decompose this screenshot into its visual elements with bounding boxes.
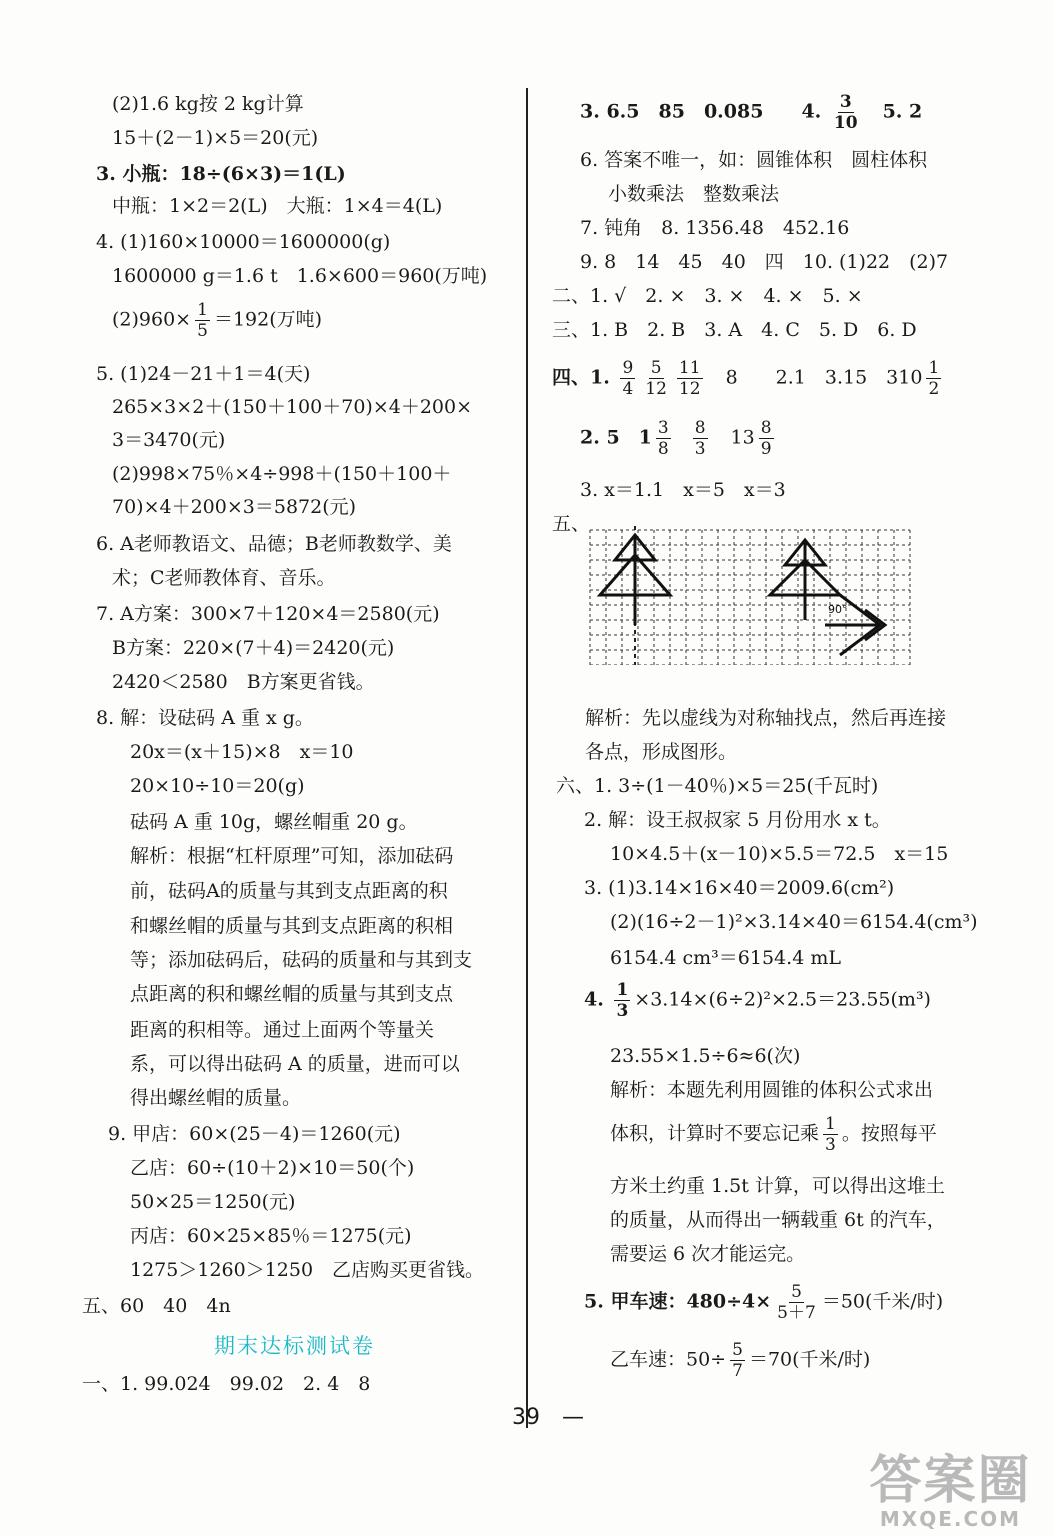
- right-text-line: 解析：先以虚线为对称轴找点，然后再连接: [585, 707, 947, 729]
- svg-text:90°: 90°: [828, 603, 848, 616]
- left-text-line: 15＋(2－1)×5＝20(元): [112, 127, 319, 149]
- right-text-line: 二、1. √ 2. × 3. × 4. × 5. ×: [552, 285, 863, 307]
- text: ＝192(万吨): [213, 308, 323, 331]
- left-text-line: 4. (1)160×10000＝1600000(g): [96, 231, 391, 253]
- left-text-line: 点距离的积和螺丝帽的质量与其到支点: [130, 983, 454, 1005]
- watermark-url: MXQE.COM: [879, 1507, 1022, 1531]
- left-text-line: 等；添加砝码后，砝码的质量和与其到支: [130, 949, 473, 971]
- section-five-label: 五、: [552, 513, 591, 535]
- section-title: 期末达标测试卷: [214, 1334, 375, 1358]
- right-text-line: 小数乘法 整数乘法: [608, 183, 780, 205]
- left-text-line: 6. A老师教语文、品德；B老师教数学、美: [96, 533, 452, 555]
- right-text-line: 三、1. B 2. B 3. A 4. C 5. D 6. D: [552, 319, 917, 341]
- left-text-line: 砝码 A 重 10g，螺丝帽重 20 g。: [130, 811, 418, 833]
- left-text-line: B方案：220×(7＋4)＝2420(元): [112, 637, 395, 659]
- left-text-line: 五、60 40 4n: [82, 1295, 231, 1317]
- answer-line: 4. $\frac{1}{3}$ ×3.14×(6÷2)²×2.5＝23.55(m³): [584, 980, 931, 1021]
- left-text-line: 9. 甲店：60×(25－4)＝1260(元): [108, 1123, 401, 1145]
- left-text-line: 系，可以得出砝码 A 的质量，进而可以: [130, 1053, 460, 1075]
- right-text-line: 2. 解：设王叔叔家 5 月份用水 x t。: [584, 809, 891, 831]
- text: (2)960×: [112, 308, 192, 331]
- answer-line: 2. 5 1 $\frac{3}{8}$ $\frac{8}{3}$ 13 $\frac{8}{9}$: [580, 418, 772, 459]
- fraction: $\frac{3}{10}$: [833, 92, 858, 133]
- left-text-line: 20x＝(x＋15)×8 x＝10: [130, 741, 354, 763]
- left-text-line: 丙店：60×25×85％＝1275(元): [130, 1225, 412, 1247]
- left-text-line: 2420＜2580 B方案更省钱。: [112, 671, 375, 693]
- answer-line: 3. 6.5 85 0.085 4. $\frac{3}{10}$ 5. 2: [580, 92, 923, 133]
- left-text-line: 距离的积相等。通过上面两个等量关: [130, 1019, 435, 1041]
- left-text-line: (2)1.6 kg按 2 kg计算: [112, 93, 304, 115]
- right-text-line: 7. 钝角 8. 1356.48 452.16: [580, 217, 850, 239]
- left-text-line: 50×25＝1250(元): [130, 1191, 296, 1213]
- left-text-line: 3. 小瓶：18÷(6×3)＝1(L): [96, 163, 346, 185]
- left-text-line: 解析：根据“杠杆原理”可知，添加砝码: [130, 845, 454, 867]
- page-number: 39 —: [512, 1405, 584, 1430]
- right-text-line: (2)(16÷2－1)²×3.14×40＝6154.4(cm³): [610, 911, 978, 933]
- left-text-line: 中瓶：1×2＝2(L) 大瓶：1×4＝4(L): [112, 195, 443, 217]
- left-text-line: 3＝3470(元): [112, 429, 226, 451]
- left-text-line: 8. 解：设砝码 A 重 x g。: [96, 707, 314, 729]
- symmetry-grid-figure: [580, 525, 920, 665]
- right-text-line: 6154.4 cm³＝6154.4 mL: [610, 947, 841, 969]
- answer-line: 乙车速：50÷ $\frac{5}{7}$ ＝70(千米/时): [610, 1340, 871, 1381]
- left-frac-line: [112, 300, 322, 341]
- right-text-line: 的质量，从而得出一辆载重 6t 的汽车，: [610, 1209, 946, 1231]
- left-text-line: 7. A方案：300×7＋120×4＝2580(元): [96, 603, 440, 625]
- left-text-line: 乙店：60÷(10＋2)×10＝50(个): [130, 1157, 415, 1179]
- left-text-line: 20×10÷10＝20(g): [130, 775, 305, 797]
- left-text-line: (2)998×75％×4÷998＋(150＋100＋: [112, 463, 452, 485]
- left-text-line: 70)×4＋200×3＝5872(元): [112, 496, 357, 518]
- right-text-line: 六、1. 3÷(1－40％)×5＝25(千瓦时): [556, 775, 879, 797]
- analysis-line: 体积，计算时不要忘记乘 $\frac{1}{3}$ 。按照每平: [610, 1114, 937, 1155]
- left-text-line: 1275＞1260＞1250 乙店购买更省钱。: [130, 1259, 485, 1281]
- right-text-line: 3. (1)3.14×16×40＝2009.6(cm²): [584, 877, 895, 899]
- fraction: $\frac{1}{5}$: [197, 300, 208, 341]
- right-text-line: 各点，形成图形。: [585, 741, 738, 763]
- right-text-line: 方米土约重 1.5t 计算，可以得出这堆土: [610, 1175, 945, 1197]
- right-text-line: 10×4.5＋(x－10)×5.5＝72.5 x＝15: [610, 843, 949, 865]
- left-text-line: 和螺丝帽的质量与其到支点距离的积相: [130, 915, 454, 937]
- left-text-line: 一、1. 99.024 99.02 2. 4 8: [82, 1373, 371, 1395]
- left-text-line: 前，砝码A的质量与其到支点距离的积: [130, 880, 448, 902]
- left-text-line: 得出螺丝帽的质量。: [130, 1087, 302, 1109]
- right-text-line: 9. 8 14 45 40 四 10. (1)22 (2)7: [580, 251, 949, 273]
- right-text-line: 解析：本题先利用圆锥的体积公式求出: [610, 1079, 934, 1101]
- right-text-line: 3. x＝1.1 x＝5 x＝3: [580, 479, 786, 501]
- answer-line: 5. 甲车速：480÷4× $\frac{5}{5+7}$ ＝50(千米/时): [584, 1282, 944, 1323]
- left-text-line: 265×3×2＋(150＋100＋70)×4＋200×: [112, 396, 473, 418]
- answer-line: 四、1. $\frac{9}{4}$ $\frac{5}{12}$ $\frac{11}{12}$ 8 2.1 3.15 310 $\frac{1}{2}$: [552, 358, 940, 399]
- watermark-logo: 答案圈: [869, 1451, 1032, 1511]
- right-text-line: 6. 答案不唯一，如：圆锥体积 圆柱体积: [580, 149, 928, 171]
- left-text-line: 5. (1)24－21＋1＝4(天): [96, 363, 311, 385]
- right-text-line: 需要运 6 次才能运完。: [610, 1243, 806, 1265]
- column-divider: [526, 88, 528, 1428]
- watermark: [868, 1451, 1033, 1531]
- right-text-line: 23.55×1.5÷6≈6(次): [610, 1045, 801, 1067]
- left-text-line: 1600000 g＝1.6 t 1.6×600＝960(万吨): [112, 265, 488, 287]
- left-text-line: 术；C老师教体育、音乐。: [112, 567, 336, 589]
